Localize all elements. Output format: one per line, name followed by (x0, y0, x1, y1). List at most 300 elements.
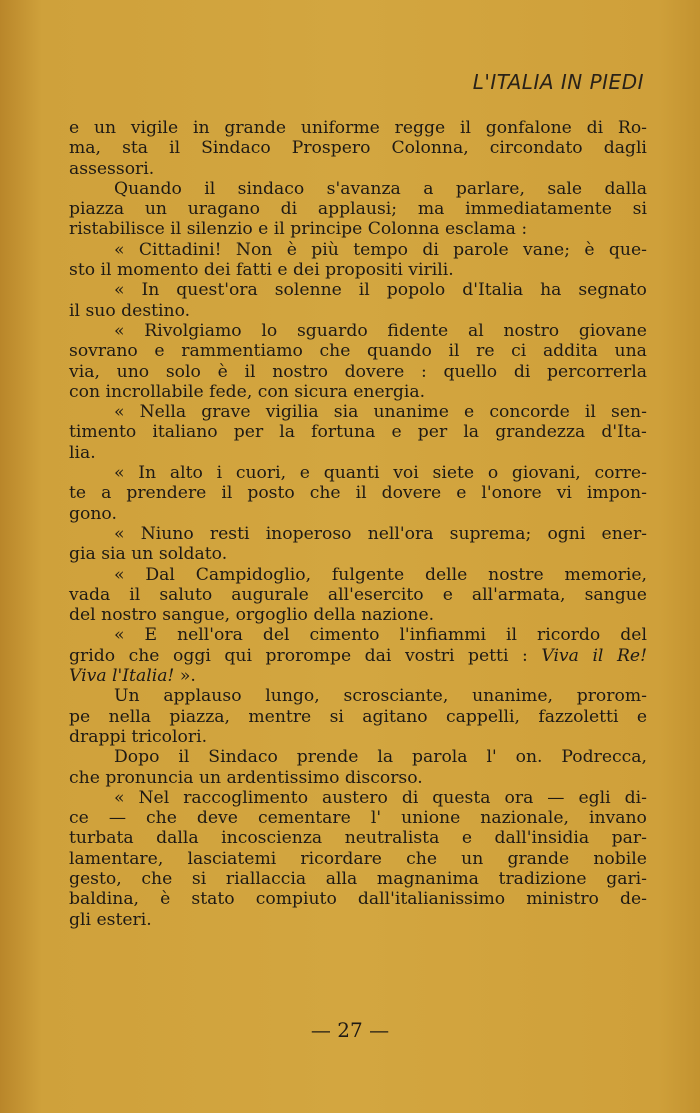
text-word: il (129, 584, 141, 605)
text-word: Re! (616, 645, 647, 666)
text-line (69, 240, 647, 260)
text-word: a (101, 483, 112, 504)
text-word: unanime (373, 402, 449, 423)
page-number: — 27 — (310, 1018, 390, 1042)
text-line (69, 828, 647, 848)
text-word: popolo (386, 280, 446, 301)
text-word: mentre (248, 706, 312, 727)
text-word: il (358, 280, 370, 301)
text-word: e (391, 422, 402, 443)
text-word: alto (169, 463, 203, 484)
text-word: fortuna (311, 422, 376, 443)
text-word: posto (247, 483, 295, 504)
text-word: qui (224, 645, 252, 666)
text-word: piazza, (169, 706, 230, 727)
text-word: unanime, (472, 686, 553, 707)
text-line (69, 301, 647, 321)
text-word: dalla (156, 828, 199, 849)
text-word: di (586, 118, 604, 138)
text-word: l' (370, 808, 382, 829)
text-word: al (467, 320, 484, 341)
text-word: che (319, 341, 351, 362)
text-line (69, 341, 647, 361)
text-word: i (216, 463, 223, 484)
text-word: grande (507, 848, 570, 869)
text-word: lasciatemi (187, 848, 277, 869)
text-word: riallaccia (225, 868, 307, 889)
text-word: che (406, 848, 437, 869)
text-word: sangue (584, 584, 647, 605)
text-word: dovere (344, 361, 405, 382)
text-word: parole (453, 239, 509, 260)
text-word: stato (191, 889, 235, 910)
text-word: e (69, 118, 80, 138)
text-word: turbata (69, 828, 134, 849)
text-line (69, 768, 647, 788)
text-word: d'Italia (462, 280, 524, 301)
text-word: gesto, (69, 868, 122, 889)
text-word: segnato (578, 280, 647, 301)
text-word: è (286, 239, 297, 260)
text-word: baldina, (69, 889, 140, 910)
text-word: compiuto (255, 889, 337, 910)
text-word: incoscienza (221, 828, 323, 849)
text-word: « (114, 320, 125, 341)
text-word: l'infiammi (399, 625, 487, 646)
text-word: Viva (69, 666, 113, 687)
text-word: e (299, 463, 310, 484)
text-word: lungo, (265, 686, 320, 707)
text-word: Dopo (114, 747, 160, 768)
text-word: In (138, 463, 157, 484)
text-line (69, 625, 647, 645)
text-word: ha (540, 280, 562, 301)
text-word: il (459, 118, 471, 138)
text-word: il (448, 341, 460, 362)
text-word: uno (116, 361, 150, 382)
text-word: la (377, 747, 394, 768)
text-line (69, 260, 647, 280)
text-line (69, 443, 647, 463)
text-word: cementare (257, 808, 351, 829)
text-word: Sindaco (208, 747, 278, 768)
text-word: giovani, (511, 463, 581, 484)
text-word: timento (69, 422, 137, 443)
text-word: grandezza (495, 422, 586, 443)
text-word: pe (69, 706, 91, 727)
text-word: lo (261, 320, 278, 341)
text-word: dall'italianissimo (357, 889, 506, 910)
text-line-content: che pronuncia un ardentissimo discorso. (69, 767, 423, 788)
text-word: quest'ora (176, 280, 258, 301)
text-line (69, 199, 647, 219)
text-line-content: con incrollabile fede, con sicura energia. (69, 381, 426, 402)
text-word: Campidoglio, (195, 564, 312, 585)
text-word: on. (515, 747, 543, 768)
text-word: si (632, 199, 647, 220)
text-word: cimento (309, 625, 380, 646)
text-word: uragano (187, 199, 260, 220)
text-line (69, 402, 647, 422)
text-word: Nel (138, 787, 170, 808)
text-word: il (244, 361, 256, 382)
text-word: sia (333, 402, 359, 423)
text-word: e (636, 706, 647, 727)
text-word: ministro (526, 889, 599, 910)
text-word: « (114, 280, 125, 301)
text-word: concorde (489, 402, 570, 423)
text-word: nell'ora (367, 523, 434, 544)
text-word: Rivolgiamo (144, 320, 242, 341)
text-line (69, 382, 647, 402)
text-word: inoperoso (265, 523, 352, 544)
text-word: rammentiamo (181, 341, 303, 362)
text-word: te (69, 483, 87, 504)
text-line (69, 422, 647, 442)
text-word: « (114, 402, 125, 423)
text-word: il (221, 483, 233, 504)
text-word: petti (467, 645, 509, 666)
text-word: vigilia (265, 402, 319, 423)
text-word: parola (411, 747, 468, 768)
text-line (69, 788, 647, 808)
text-word: che (146, 808, 177, 829)
text-word: in (192, 118, 210, 138)
text-word: applauso (163, 686, 242, 707)
text-word: — (547, 787, 565, 808)
text-word: dall'insidia (494, 828, 590, 849)
text-line (69, 727, 647, 747)
text-word: impon- (586, 483, 647, 504)
text-line-content: del nostro sangue, orgoglio della nazione. (69, 605, 435, 626)
text-word: che (141, 868, 173, 889)
text-word: dagli (603, 138, 647, 159)
text-word: agitano (362, 706, 428, 727)
text-line (69, 585, 647, 605)
text-word: Ro- (617, 118, 647, 138)
text-word: : (420, 361, 427, 382)
text-word: ci (511, 341, 527, 362)
text-word: quando (367, 341, 432, 362)
text-word: piazza (69, 199, 125, 220)
text-word: sta (122, 138, 149, 159)
text-word: sale (547, 178, 583, 199)
text-word: prendere (126, 483, 207, 504)
text-word: il (204, 178, 216, 199)
text-word: ener- (601, 523, 647, 544)
text-word: magnanima (376, 868, 479, 889)
text-word: una (614, 341, 647, 362)
text-line (69, 544, 647, 564)
text-word: dai (364, 645, 392, 666)
text-word: il (584, 402, 596, 423)
text-word: all'armata, (471, 584, 566, 605)
text-word: l'Italia! (112, 666, 180, 687)
text-word: circondato (489, 138, 583, 159)
text-word: invano (588, 808, 647, 829)
text-line (69, 321, 647, 341)
text-word: nostro (503, 320, 560, 341)
text-word: ma, (69, 138, 102, 159)
text-word: tradizione (498, 868, 587, 889)
text-word: di- (624, 787, 647, 808)
text-word: l'onore (481, 483, 542, 504)
text-word: che (128, 645, 160, 666)
text-word: all'esercito (327, 584, 424, 605)
text-word: si (329, 706, 344, 727)
text-word: ce (69, 808, 89, 829)
text-line-content: gono. (69, 503, 117, 524)
text-word: dalla (604, 178, 647, 199)
text-line (69, 483, 647, 503)
text-word: deve (196, 808, 238, 829)
text-word: Quando (114, 178, 182, 199)
text-line (69, 362, 647, 382)
text-word: ricordo (537, 625, 601, 646)
text-word: tempo (353, 239, 408, 260)
text-word: o (487, 463, 499, 484)
text-word: il (506, 625, 518, 646)
text-line (69, 686, 647, 706)
text-word: cuori, (235, 463, 287, 484)
text-line (69, 565, 647, 585)
text-word: prorom- (576, 686, 647, 707)
text-word: nazionale, (480, 808, 569, 829)
text-word: ora (504, 787, 534, 808)
text-word: de- (619, 889, 647, 910)
text-word: del (620, 625, 647, 646)
text-word: il (169, 138, 181, 159)
text-line (69, 808, 647, 828)
text-word: grido (69, 645, 116, 666)
text-word: prorompe (265, 645, 352, 666)
text-line (69, 910, 647, 930)
text-word: vane; (523, 239, 571, 260)
text-word: Prospero (291, 138, 371, 159)
text-word: Niuno (140, 523, 194, 544)
text-word: un (93, 118, 117, 138)
text-word: vada (69, 584, 111, 605)
text-line (69, 889, 647, 909)
text-word: di (422, 239, 439, 260)
text-word: « (114, 564, 125, 585)
text-word: nostro (272, 361, 328, 382)
text-word: via, (69, 361, 100, 382)
text-word: per (417, 422, 448, 443)
text-word: a (423, 178, 434, 199)
text-word: delle (424, 564, 468, 585)
text-line-content: il suo destino. (69, 300, 191, 321)
text-word: l' (486, 747, 497, 768)
text-word: immediatamente (465, 199, 612, 220)
text-word: e (154, 341, 165, 362)
text-word: saluto (159, 584, 213, 605)
text-word: e (442, 584, 453, 605)
text-word: Dal (145, 564, 175, 585)
text-word: di (513, 361, 531, 382)
text-word: egli (578, 787, 611, 808)
text-word: : (522, 645, 528, 666)
text-line (69, 646, 647, 666)
text-word: è (160, 889, 171, 910)
text-line (69, 219, 647, 239)
text-word: alla (325, 868, 358, 889)
text-word: « (114, 523, 125, 544)
text-word: memorie, (564, 564, 647, 585)
text-word: — (108, 808, 126, 829)
text-line (69, 118, 647, 138)
text-word: In (141, 280, 160, 301)
text-word: Nella (139, 402, 187, 423)
text-word: sguardo (296, 320, 368, 341)
text-word: par- (611, 828, 647, 849)
text-word: lamentare, (69, 848, 164, 869)
running-header: L'ITALIA IN PIEDI (472, 70, 644, 94)
text-word: percorrerla (547, 361, 647, 382)
text-word: ricordare (300, 848, 382, 869)
text-word: uniforme (300, 118, 380, 138)
text-word: che (309, 483, 341, 504)
text-word: il (178, 747, 190, 768)
text-word: sovrano (69, 341, 138, 362)
text-word: « (114, 463, 125, 484)
text-word: gonfalone (485, 118, 572, 138)
text-word: « (114, 625, 125, 646)
text-word: grande (224, 118, 287, 138)
text-word: questa (432, 787, 491, 808)
text-line (69, 524, 647, 544)
text-word: parlare, (455, 178, 525, 199)
text-word: Sindaco (201, 138, 271, 159)
text-word: siete (432, 463, 475, 484)
text-word: è (217, 361, 228, 382)
text-line (69, 849, 647, 869)
text-word: unione (401, 808, 461, 829)
text-word: nella (108, 706, 152, 727)
text-line (69, 159, 647, 179)
text-word: voi (393, 463, 419, 484)
text-word: prende (296, 747, 359, 768)
text-word: applausi; (317, 199, 398, 220)
text-word: « (114, 787, 125, 808)
text-word: per (233, 422, 264, 443)
text-word: addita (542, 341, 598, 362)
text-word: e (456, 483, 467, 504)
text-line (69, 747, 647, 767)
text-line (69, 138, 647, 158)
text-word: augurale (231, 584, 309, 605)
text-word: ». (179, 666, 196, 687)
text-line (69, 179, 647, 199)
text-line (69, 504, 647, 524)
text-line (69, 463, 647, 483)
text-word: re (476, 341, 495, 362)
text-word: quanti (323, 463, 380, 484)
text-line-content: gli esteri. (69, 909, 152, 930)
text-word: un (144, 199, 167, 220)
text-word: e (461, 828, 473, 849)
text-word: di (280, 199, 298, 220)
text-word: fidente (387, 320, 449, 341)
text-line (69, 280, 647, 300)
text-word: il (592, 645, 604, 666)
text-word: la (463, 422, 480, 443)
text-word: solo (165, 361, 201, 382)
text-word: nobile (593, 848, 647, 869)
text-word: di (401, 787, 419, 808)
text-word: quello (443, 361, 498, 382)
text-word: grave (201, 402, 251, 423)
text-word: regge (394, 118, 446, 138)
text-line-content: sto il momento dei fatti e dei propositi virili. (69, 260, 454, 281)
text-word: nell'ora (177, 625, 243, 646)
text-word: s'avanza (326, 178, 401, 199)
text-word: nostre (488, 564, 544, 585)
text-word: fazzoletti (538, 706, 619, 727)
text-word: dovere (381, 483, 442, 504)
text-word: Non (235, 239, 273, 260)
text-word: neutralista (344, 828, 440, 849)
text-line (69, 605, 647, 625)
text-word: scrosciante, (343, 686, 449, 707)
text-line-content: assessori. (69, 158, 155, 179)
text-word: un (461, 848, 484, 869)
text-word: Podrecca, (561, 747, 647, 768)
text-word: ogni (547, 523, 586, 544)
text-word: Un (114, 686, 140, 707)
text-word: cappelli, (446, 706, 521, 727)
text-word: ma (417, 199, 445, 220)
text-word: raccoglimento (183, 787, 309, 808)
text-line-content: drappi tricolori. (69, 726, 208, 747)
text-word: giovane (578, 320, 647, 341)
text-word: più (311, 239, 339, 260)
body-text (69, 118, 647, 930)
text-line-content: ristabilisce il silenzio e il principe Colonna esclama : (69, 219, 528, 240)
text-word: vostri (404, 645, 455, 666)
text-word: italiano (152, 422, 218, 443)
text-word: Cittadini! (138, 239, 222, 260)
text-word: austero (322, 787, 388, 808)
text-word: corre- (594, 463, 647, 484)
text-word: vigile (130, 118, 179, 138)
text-word: fulgente (331, 564, 405, 585)
text-word: il (355, 483, 367, 504)
text-word: E (144, 625, 158, 646)
text-line (69, 707, 647, 727)
text-word: oggi (173, 645, 211, 666)
text-word: gari- (606, 868, 647, 889)
text-word: e (464, 402, 475, 423)
text-word: si (191, 868, 207, 889)
text-line-content: gia sia un soldato. (69, 544, 228, 565)
text-word: è (584, 239, 595, 260)
text-word: Colonna, (391, 138, 469, 159)
text-word: vi (556, 483, 572, 504)
text-line-content: lia. (69, 442, 96, 463)
text-word: solenne (274, 280, 342, 301)
text-word: resti (209, 523, 250, 544)
text-word: « (114, 239, 125, 260)
text-word: la (279, 422, 296, 443)
text-line (69, 869, 647, 889)
text-word: d'Ita- (601, 422, 647, 443)
text-word: Viva (541, 645, 579, 666)
text-word: sindaco (237, 178, 305, 199)
text-word: del (262, 625, 290, 646)
text-line (69, 666, 647, 686)
text-word: suprema; (449, 523, 532, 544)
